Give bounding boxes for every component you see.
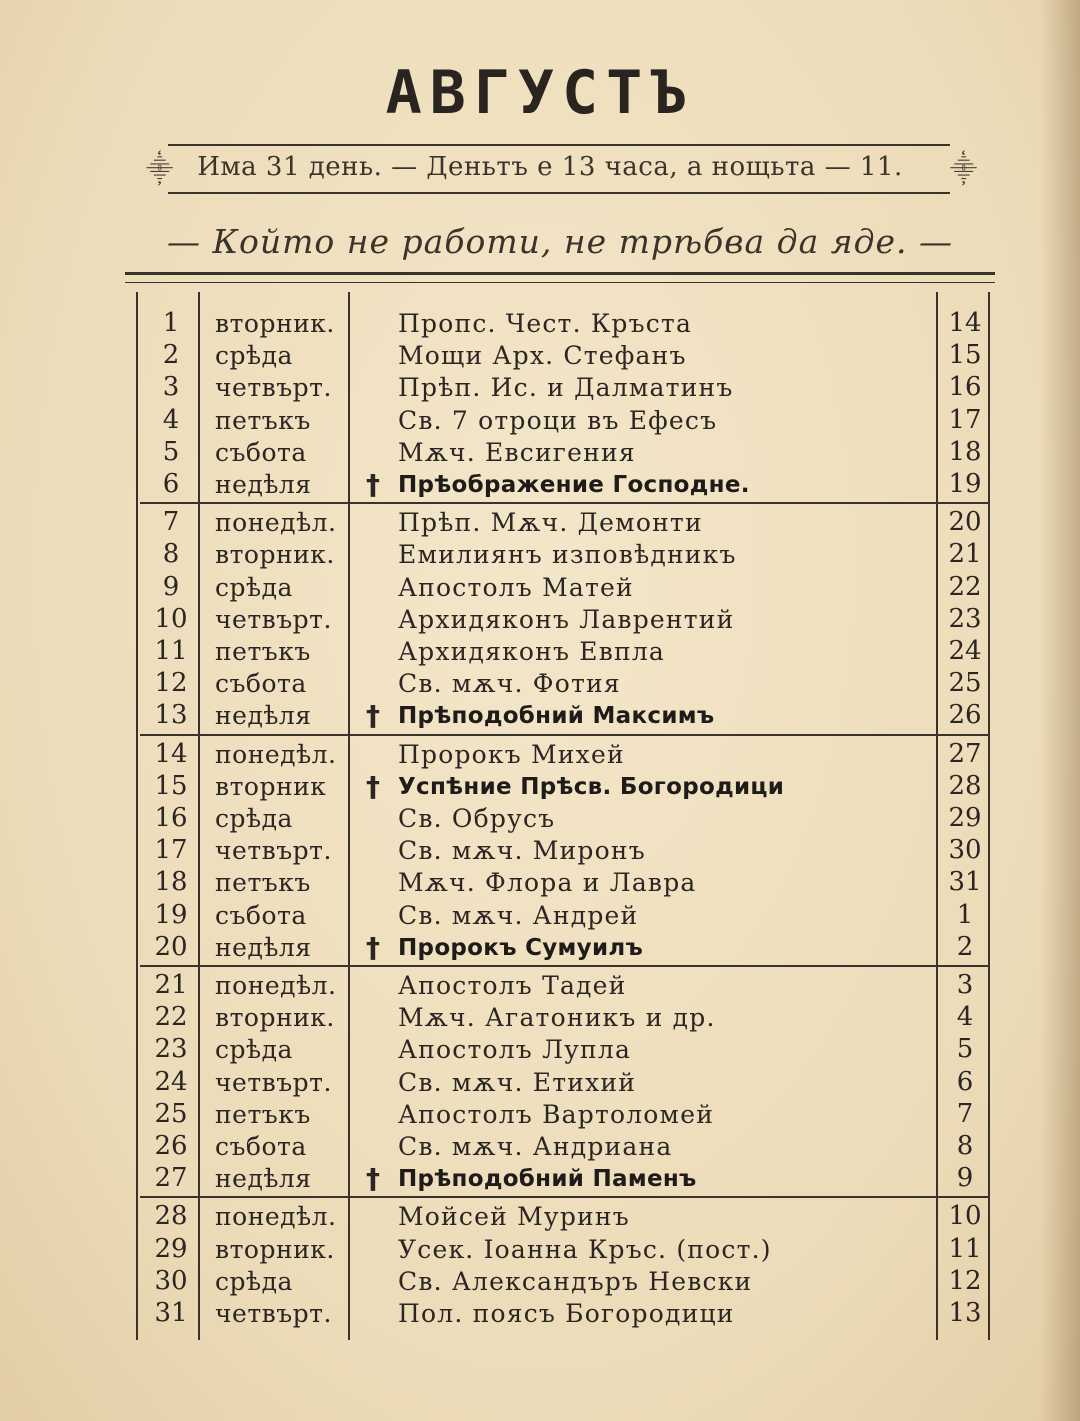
weekday: събота	[215, 900, 307, 930]
saint-name: Мойсей Муринъ	[398, 1202, 630, 1232]
weekday: вторник.	[215, 1234, 335, 1264]
week-separator	[140, 734, 988, 736]
old-style-date: 20	[948, 507, 982, 538]
saint-name: Св. 7 отроци въ Ефесъ	[398, 405, 718, 435]
cross-mark: †	[366, 468, 380, 501]
month-info: Има 31 день. — Деньтъ е 13 часа, а нощьта — 11.	[197, 152, 903, 182]
saint-name: Усек. Іоанна Кръс. (пост.)	[398, 1234, 772, 1264]
old-style-date: 31	[948, 867, 982, 898]
day-number: 18	[154, 867, 188, 898]
saint-name: Апостолъ Лупла	[398, 1035, 632, 1065]
weekday: вторник.	[215, 309, 335, 338]
old-style-date: 6	[956, 1066, 974, 1097]
saint-name: Архидяконъ Евпла	[398, 637, 666, 666]
old-style-date: 17	[948, 404, 982, 435]
old-style-date: 13	[948, 1298, 982, 1328]
week-separator	[140, 965, 988, 967]
table-row	[140, 1234, 1000, 1266]
table-row	[140, 803, 1000, 835]
table-row	[140, 1298, 1000, 1330]
old-style-date: 28	[948, 770, 982, 801]
saint-name: Мощи Арх. Стефанъ	[398, 341, 687, 371]
day-number: 12	[154, 668, 188, 699]
info-bottom-rule	[168, 192, 950, 194]
day-number: 2	[162, 340, 180, 371]
table-row	[140, 739, 1000, 771]
weekday: срѣда	[215, 341, 293, 371]
old-style-date: 1	[956, 899, 974, 930]
old-style-date: 27	[948, 738, 982, 769]
table-row	[140, 835, 1000, 867]
cross-mark: †	[366, 1162, 380, 1196]
weekday: събота	[215, 669, 307, 699]
old-style-date: 5	[956, 1034, 974, 1065]
day-number: 21	[154, 970, 188, 1000]
day-number: 1	[162, 308, 180, 338]
old-style-date: 16	[948, 372, 982, 403]
table-row	[140, 900, 1000, 932]
table-row	[140, 1201, 1000, 1233]
cross-mark: †	[366, 699, 380, 733]
saint-name: Пророкъ Сумуилъ	[398, 934, 644, 961]
saint-name: Прѣп. Мѫч. Демонти	[398, 508, 703, 538]
old-style-date: 25	[948, 668, 982, 699]
day-number: 19	[154, 899, 188, 930]
weekday: петъкъ	[215, 868, 311, 898]
weekday: недѣля	[215, 701, 312, 731]
saint-name: Мѫч. Евсигения	[398, 437, 636, 467]
table-row	[140, 1067, 1000, 1099]
day-number: 22	[154, 1002, 188, 1033]
date-column-divider	[936, 292, 938, 1340]
old-style-date: 26	[948, 700, 982, 731]
saint-name: Прѣображение Господне.	[398, 472, 750, 498]
info-top-rule	[168, 144, 950, 146]
table-row	[140, 469, 1000, 501]
weekday-column-divider	[348, 292, 350, 1340]
day-number: 28	[154, 1201, 188, 1232]
table-row	[140, 1034, 1000, 1066]
table-row	[140, 507, 1000, 539]
week-separator	[140, 1196, 988, 1198]
weekday: недѣля	[215, 470, 312, 499]
old-style-date: 2	[956, 931, 974, 962]
day-number: 23	[154, 1034, 188, 1065]
weekday: недѣля	[215, 932, 312, 962]
weekday: срѣда	[215, 1266, 293, 1296]
table-row	[140, 771, 1000, 803]
day-number: 27	[154, 1163, 188, 1194]
motto: — Който не работи, не трѣбва да яде. —	[166, 222, 954, 261]
old-style-date: 7	[956, 1098, 974, 1129]
weekday: понедѣл.	[215, 739, 337, 769]
table-row	[140, 867, 1000, 899]
saint-name: Св. мѫч. Андрей	[398, 900, 639, 930]
day-number: 6	[162, 469, 180, 499]
saint-name: Апостолъ Тадей	[398, 971, 627, 1000]
right-ornament: ⸎	[950, 155, 978, 185]
weekday: вторник.	[215, 540, 335, 570]
saint-name: Св. мѫч. Миронъ	[398, 836, 646, 866]
table-row	[140, 1266, 1000, 1298]
weekday: четвърт.	[215, 1299, 332, 1328]
weekday: петъкъ	[215, 637, 311, 666]
table-row	[140, 970, 1000, 1002]
old-style-date: 24	[948, 636, 982, 666]
old-style-date: 12	[948, 1265, 982, 1296]
saint-name: Прѣподобний Паменъ	[398, 1166, 697, 1193]
table-row	[140, 1002, 1000, 1034]
day-number: 10	[154, 603, 188, 634]
day-number: 29	[154, 1233, 188, 1264]
table-row	[140, 700, 1000, 732]
saint-name: Св. Обрусъ	[398, 804, 556, 833]
table-row	[140, 572, 1000, 604]
old-style-date: 10	[948, 1201, 982, 1232]
cross-mark: †	[366, 769, 380, 803]
saint-name: Св. мѫч. Фотия	[398, 669, 621, 699]
weekday: понедѣл.	[215, 1202, 337, 1232]
saint-name: Св. Александъръ Невски	[398, 1266, 753, 1296]
table-row	[140, 1099, 1000, 1131]
weekday: четвърт.	[215, 1067, 332, 1097]
saint-name: Мѫч. Агатоникъ и др.	[398, 1003, 716, 1033]
day-number: 13	[154, 700, 188, 731]
table-row	[140, 604, 1000, 636]
day-number: 16	[154, 803, 188, 833]
day-number: 14	[154, 738, 188, 769]
old-style-date: 8	[956, 1131, 974, 1161]
table-row	[140, 405, 1000, 437]
day-number: 24	[154, 1066, 188, 1097]
weekday: вторник.	[215, 1003, 335, 1033]
old-style-date: 18	[948, 436, 982, 467]
day-number: 17	[154, 835, 188, 866]
week-separator	[140, 502, 988, 504]
old-style-date: 3	[956, 970, 974, 1000]
saint-name: Прѣп. Ис. и Далматинъ	[398, 373, 734, 403]
old-style-date: 11	[948, 1233, 982, 1264]
table-row	[140, 340, 1000, 372]
day-number: 20	[154, 931, 188, 962]
table-row	[140, 932, 1000, 964]
table-top-rule-thin	[125, 282, 995, 283]
table-top-rule	[125, 272, 995, 275]
old-style-date: 14	[948, 308, 982, 338]
left-border	[136, 292, 138, 1340]
table-row	[140, 1131, 1000, 1163]
day-column-divider	[198, 292, 200, 1340]
page-title: АВГУСТЪ	[385, 58, 695, 128]
weekday: вторник	[215, 771, 327, 801]
day-number: 11	[154, 636, 188, 666]
right-border	[988, 292, 990, 1340]
table-row	[140, 668, 1000, 700]
old-style-date: 21	[948, 539, 982, 570]
old-style-date: 29	[948, 803, 982, 833]
weekday: събота	[215, 1132, 307, 1161]
table-row	[140, 636, 1000, 668]
weekday: четвърт.	[215, 836, 332, 866]
weekday: срѣда	[215, 1035, 293, 1065]
left-ornament: ⸎	[146, 155, 174, 185]
old-style-date: 23	[948, 603, 982, 634]
day-number: 31	[154, 1298, 188, 1328]
old-style-date: 22	[948, 571, 982, 602]
weekday: понедѣл.	[215, 508, 337, 538]
table-row	[140, 539, 1000, 571]
weekday: срѣда	[215, 804, 293, 833]
saint-name: Успѣние Прѣсв. Богородици	[398, 773, 785, 800]
day-number: 4	[162, 404, 180, 435]
saint-name: Апостолъ Вартоломей	[398, 1099, 715, 1129]
day-number: 7	[162, 507, 180, 538]
saint-name: Св. мѫч. Андриана	[398, 1132, 673, 1161]
saint-name: Емилиянъ изповѣдникъ	[398, 540, 737, 570]
table-row	[140, 1163, 1000, 1195]
saint-name: Св. мѫч. Етихий	[398, 1067, 637, 1097]
old-style-date: 4	[956, 1002, 974, 1033]
weekday: петъкъ	[215, 1099, 311, 1129]
saint-name: Пол. поясъ Богородици	[398, 1299, 735, 1328]
table-row	[140, 437, 1000, 469]
saint-name: Пророкъ Михей	[398, 739, 625, 769]
saint-name: Мѫч. Флора и Лавра	[398, 868, 697, 898]
day-number: 3	[162, 372, 180, 403]
old-style-date: 15	[948, 340, 982, 371]
weekday: недѣля	[215, 1164, 312, 1194]
day-number: 30	[154, 1265, 188, 1296]
saint-name: Апостолъ Матей	[398, 572, 634, 602]
day-number: 9	[162, 571, 180, 602]
old-style-date: 30	[948, 835, 982, 866]
day-number: 15	[154, 770, 188, 801]
saint-name: Пропс. Чест. Кръста	[398, 309, 693, 338]
table-row	[140, 372, 1000, 404]
day-number: 5	[162, 436, 180, 467]
weekday: срѣда	[215, 572, 293, 602]
saint-name: Прѣподобний Максимъ	[398, 703, 715, 730]
old-style-date: 9	[956, 1163, 974, 1194]
saint-name: Архидяконъ Лаврентий	[398, 604, 735, 634]
day-number: 26	[154, 1131, 188, 1161]
weekday: понедѣл.	[215, 971, 337, 1000]
day-number: 25	[154, 1098, 188, 1129]
cross-mark: †	[366, 930, 380, 964]
table-row	[140, 308, 1000, 340]
weekday: събота	[215, 437, 307, 467]
old-style-date: 19	[948, 469, 982, 499]
weekday: четвърт.	[215, 373, 332, 403]
weekday: петъкъ	[215, 405, 311, 435]
weekday: четвърт.	[215, 604, 332, 634]
day-number: 8	[162, 539, 180, 570]
